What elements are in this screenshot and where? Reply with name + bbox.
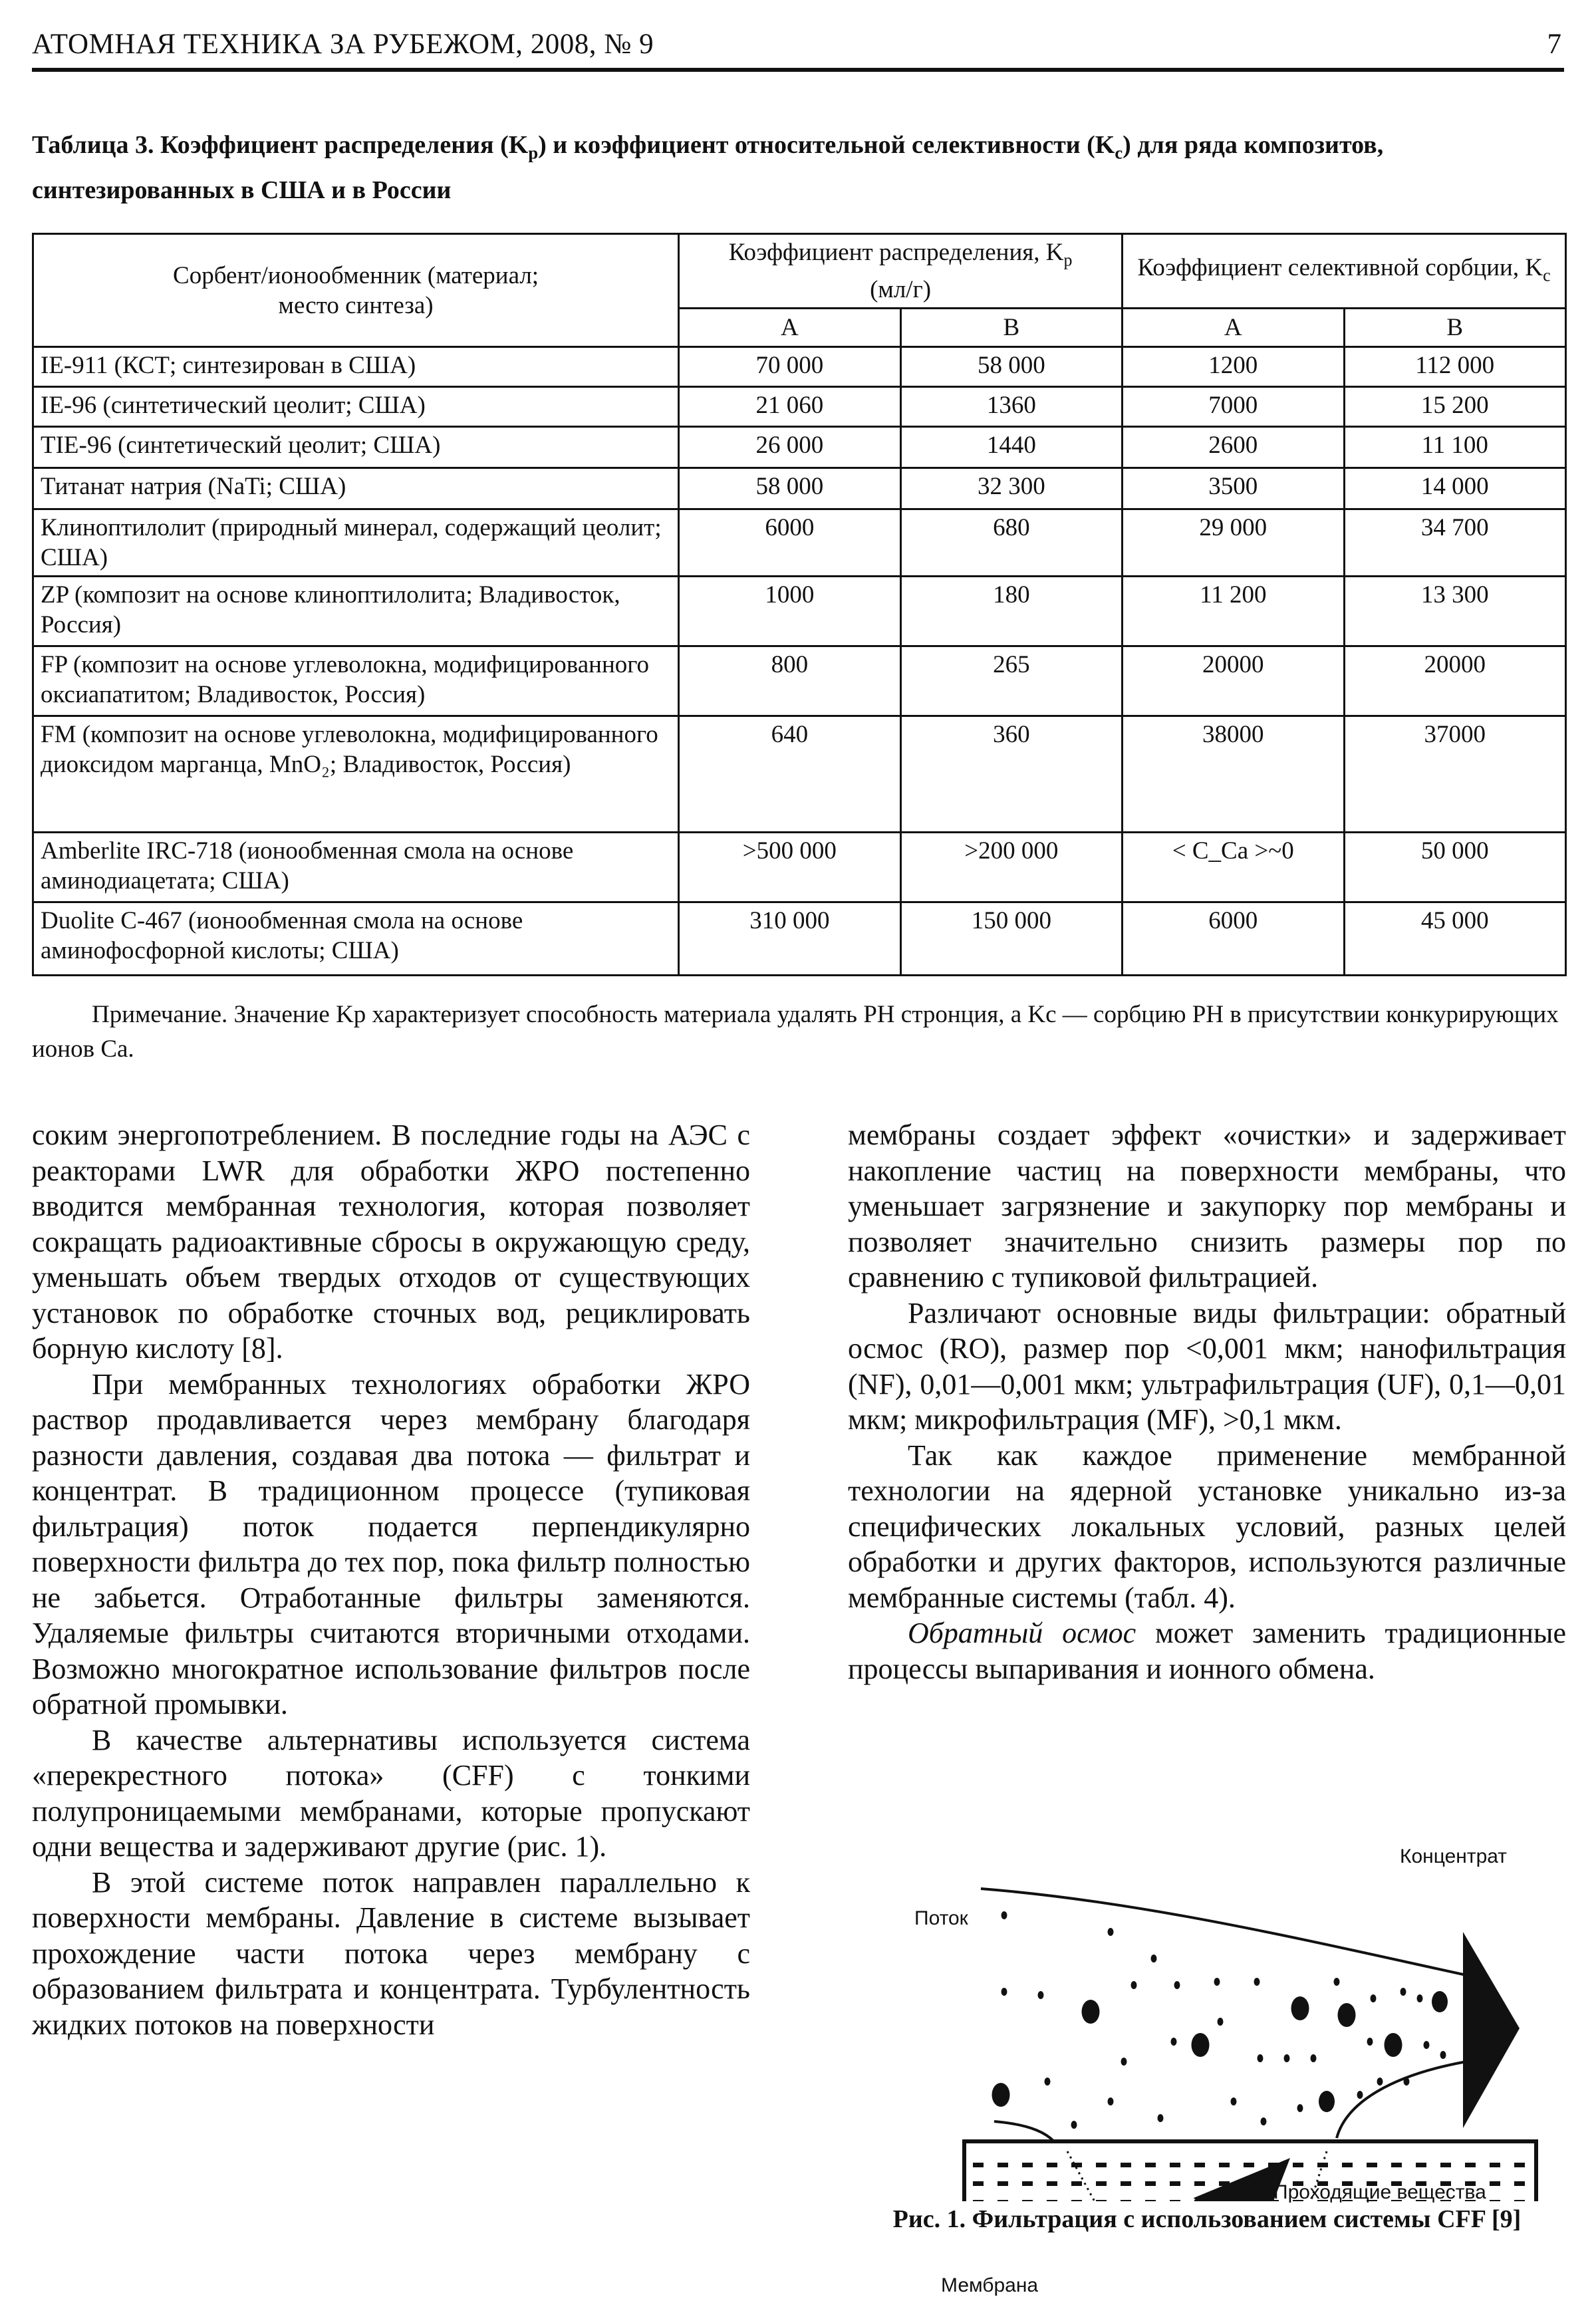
particle (1001, 1988, 1007, 1996)
cell-kp-b: 1360 (900, 387, 1122, 427)
cell-sorbent: TIE-96 (синтетический цеолит; США) (33, 427, 679, 468)
header-kc-sub: c (1543, 265, 1551, 285)
pore-mark (1170, 2163, 1180, 2167)
table-row (33, 468, 1566, 509)
pore-mark (1342, 2163, 1353, 2167)
pore-mark (1145, 2200, 1156, 2201)
cell-kp-a: 310 000 (679, 902, 900, 976)
left-column (32, 1117, 750, 2042)
cell-kp-b: 32 300 (900, 468, 1122, 509)
particle (1174, 1981, 1180, 1989)
label-permeate: Проходящие вещества (1273, 2181, 1486, 2203)
table-row (33, 577, 1566, 646)
particle (1377, 2078, 1383, 2086)
table-row (33, 387, 1566, 427)
flow-lower-line (994, 2062, 1466, 2141)
particle (1400, 1988, 1406, 1996)
particle (1192, 2033, 1210, 2057)
cell-kc-b: 14 000 (1344, 468, 1566, 509)
paragraph-text: может заменить традиционные процессы выпаривания и ионного обмена. (848, 1617, 1566, 1685)
cell-kc-b: 15 200 (1344, 387, 1566, 427)
particle (1214, 1978, 1220, 1986)
particle (1385, 2033, 1402, 2057)
cell-kp-b: 265 (900, 646, 1122, 716)
particle (1001, 1911, 1007, 1919)
header-kc-label: Коэффициент селективной сорбции, K (1137, 253, 1543, 281)
cell-sorbent: Клиноптилолит (природный минерал, содержащий цеолит; США) (33, 509, 679, 577)
cell-kp-a: 800 (679, 646, 900, 716)
cell-kp-a: 1000 (679, 577, 900, 646)
page-number: 7 (1547, 29, 1561, 60)
cell-kc-a: 38000 (1123, 716, 1344, 833)
running-head: АТОМНАЯ ТЕХНИКА ЗА РУБЕЖОМ, 2008, № 9 (32, 29, 654, 60)
particle (1108, 2097, 1114, 2105)
cell-kc-b: 13 300 (1344, 577, 1566, 646)
caption-text: Таблица 3. Коэффициент распределения (K (32, 131, 529, 159)
paragraph: В качестве альтернативы используется система «перекрестного потока» (CFF) с тонкими полупроницаемыми мембранами, которые пропускают одни вещества и задерживают другие (рис. 1). (32, 1723, 750, 1863)
cell-sorbent: Duolite C-467 (ионообменная смола на основе аминофосфорной кислоты; США) (33, 902, 679, 976)
pore-mark (998, 2163, 1008, 2167)
caption-text: ) и коэффициент относительной селективности (K (538, 131, 1115, 159)
flow-upper-line (981, 1889, 1466, 1975)
particle (1440, 2051, 1446, 2059)
particle (1424, 2041, 1430, 2049)
cell-sorbent: FM (композит на основе углеволокна, модифицированного диоксидом марганца, MnO₂; Владивосток, Россия) (33, 716, 679, 833)
particle (1258, 2054, 1264, 2062)
caption-text: ) для ряда композитов, синтезированных в США и в России (32, 131, 1384, 204)
cell-sorbent: IE-911 (КСТ; синтезирован в США) (33, 347, 679, 387)
particle (1254, 1978, 1260, 1986)
particle (1311, 2054, 1317, 2062)
cell-sorbent: Amberlite IRC-718 (ионообменная смола на основе аминодиацетата; США) (33, 833, 679, 902)
pore-mark (1145, 2181, 1156, 2186)
cell-kc-a: < C_Ca >~0 (1123, 833, 1344, 902)
label-concentrate: Концентрат (1400, 1845, 1508, 1867)
pore-mark (1416, 2163, 1426, 2167)
cell-kc-a: 6000 (1123, 902, 1344, 976)
cell-kc-b: 50 000 (1344, 833, 1566, 902)
pore-mark (1514, 2163, 1525, 2167)
pore-mark (1194, 2163, 1205, 2167)
cell-kp-a: 70 000 (679, 347, 900, 387)
paragraph (848, 1615, 1566, 1687)
caption-sub: c (1115, 142, 1123, 163)
cell-kp-a: 21 060 (679, 387, 900, 427)
pore-mark (1022, 2163, 1033, 2167)
cell-kp-a: 58 000 (679, 468, 900, 509)
pore-mark (1465, 2163, 1476, 2167)
header-sorbent: Сорбент/ионообменник (материал; место синтеза) (33, 234, 679, 347)
particle (1171, 2038, 1177, 2046)
pore-mark (1047, 2181, 1057, 2186)
table-row (33, 509, 1566, 577)
cell-kp-a: 6000 (679, 509, 900, 577)
pore-mark (1367, 2163, 1377, 2167)
pore-mark (1121, 2163, 1131, 2167)
label-flow: Поток (914, 1907, 968, 1929)
paragraph: мембраны создает эффект «очистки» и задерживает накопление частиц на поверхности мембраны, что уменьшает загрязнение и закупорку пор мембраны и позволяет значительно снизить размеры пор по сравнению с тупиковой фильтрацией. (848, 1119, 1566, 1293)
paragraph: Так как каждое применение мембранной технологии на ядерной установке уникально из-за специфических локальных условий, разных целей обработки и других факторов, используются различные мембранные системы (табл. 4). (848, 1438, 1566, 1614)
cell-sorbent: FP (композит на основе углеволокна, модифицированного оксиапатитом; Владивосток, Россия) (33, 646, 679, 716)
particle (1357, 2091, 1363, 2099)
header-kp-sub: p (1063, 250, 1073, 270)
cell-kc-a: 11 200 (1123, 577, 1344, 646)
data-table (32, 233, 1567, 976)
cell-kc-b: 45 000 (1344, 902, 1566, 976)
table-row (33, 833, 1566, 902)
particle (1158, 2114, 1164, 2122)
italic-term: Обратный осмос (908, 1617, 1136, 1649)
pore-mark (1096, 2163, 1107, 2167)
particle (1334, 1978, 1340, 1986)
header-kc (1123, 234, 1566, 309)
pore-mark (1514, 2181, 1525, 2186)
pore-mark (1047, 2200, 1057, 2201)
paragraph: В этой системе поток направлен параллельно к поверхности мембраны. Давление в системе вызывает прохождение части потока через мембрану с образованием фильтрата и концентрата. Турбулентность жидких потоков на поверхности (32, 1865, 750, 2041)
pore-mark (1071, 2200, 1082, 2201)
header-kp-units: (мл/г) (870, 276, 932, 304)
cell-kc-a: 2600 (1123, 427, 1344, 468)
cell-kc-b: 20000 (1344, 646, 1566, 716)
pore-mark (1293, 2163, 1303, 2167)
pore-mark (973, 2200, 984, 2201)
particle (1404, 2078, 1410, 2086)
table-note: Примечание. Значение Kp характеризует способность материала удалять РН стронция, а Kc — сорбцию РН в присутствии конкурирующих ионов Са. (32, 1001, 1559, 1063)
table-caption (32, 126, 1568, 209)
particle (1432, 1991, 1448, 2012)
particle (1231, 2097, 1237, 2105)
particle (1151, 1955, 1157, 1962)
pore-mark (973, 2181, 984, 2186)
paragraph: соким энергопотреблением. В последние годы на АЭС с реакторами LWR для обработки ЖРО постепенно вводится мембранная технология, которая позволяет сокращать радиоактивные сбросы в окружающую среду, уменьшать объем твердых отходов от существующих установок по обработке сточных вод, рециклировать борную кислоту [8]. (32, 1119, 750, 1365)
table-row (33, 646, 1566, 716)
table-row (33, 716, 1566, 833)
pore-mark (1071, 2181, 1082, 2186)
cell-kp-b: 58 000 (900, 347, 1122, 387)
pore-mark (1121, 2200, 1131, 2201)
cell-kp-a: 26 000 (679, 427, 900, 468)
pore-mark (1194, 2181, 1205, 2186)
particle (1417, 1994, 1423, 2002)
cell-kc-a: 29 000 (1123, 509, 1344, 577)
table-row (33, 902, 1566, 976)
particle (1121, 2058, 1127, 2066)
particle (1218, 2018, 1224, 2026)
particle (1319, 2091, 1335, 2112)
cell-kp-b: 360 (900, 716, 1122, 833)
pore-mark (1391, 2163, 1402, 2167)
pore-mark (1170, 2200, 1180, 2201)
cell-kp-b: 1440 (900, 427, 1122, 468)
particle (1261, 2117, 1267, 2125)
pore-mark (1490, 2181, 1500, 2186)
pore-mark (1219, 2163, 1230, 2167)
cell-kc-b: 34 700 (1344, 509, 1566, 577)
particle (992, 2083, 1010, 2107)
pore-mark (1170, 2181, 1180, 2186)
pore-mark (973, 2163, 984, 2167)
particle (1297, 2104, 1303, 2112)
particle (1071, 2121, 1077, 2129)
particle (1108, 1928, 1114, 1936)
particle (1038, 1991, 1044, 1999)
table-row (33, 427, 1566, 468)
header-kp-b: B (900, 309, 1122, 347)
particle (1371, 1994, 1377, 2002)
particle (1045, 2078, 1051, 2086)
label-membrane: Мембрана (941, 2274, 1039, 2296)
cell-kp-b: >200 000 (900, 833, 1122, 902)
particle (1082, 2000, 1100, 2024)
pore-mark (1490, 2163, 1500, 2167)
cell-kc-b: 112 000 (1344, 347, 1566, 387)
pore-mark (998, 2181, 1008, 2186)
right-column (848, 1117, 1566, 1687)
cell-sorbent: IE-96 (синтетический цеолит; США) (33, 387, 679, 427)
caption-sub: p (528, 142, 539, 163)
pore-mark (1096, 2200, 1107, 2201)
particle (1291, 1996, 1309, 2020)
pore-mark (998, 2200, 1008, 2201)
cell-kc-b: 37000 (1344, 716, 1566, 833)
cell-sorbent: ZP (композит на основе клиноптилолита; Владивосток, Россия) (33, 577, 679, 646)
cell-kp-a: >500 000 (679, 833, 900, 902)
cell-kc-a: 7000 (1123, 387, 1344, 427)
particle (1367, 2038, 1373, 2046)
cell-kc-a: 3500 (1123, 468, 1344, 509)
pore-mark (1047, 2163, 1057, 2167)
pore-mark (1490, 2200, 1500, 2201)
cell-kp-b: 180 (900, 577, 1122, 646)
header-rule (32, 68, 1564, 72)
header-kp (679, 234, 1123, 309)
header-kc-a: A (1123, 309, 1344, 347)
pore-mark (1244, 2163, 1254, 2167)
header-kc-b: B (1344, 309, 1566, 347)
pore-mark (1440, 2163, 1451, 2167)
paragraph: При мембранных технологиях обработки ЖРО раствор продавливается через мембрану благодаря разности давления, создавая два потока — фильтрат и концентрат. В традиционном процессе (тупиковая фильтрация) поток подается перпендикулярно поверхности фильтра до тех пор, пока фильтр полностью не забьется. Отработанные фильтры заменяются. Удаляемые фильтры считаются вторичными отходами. Возможно многократное использование фильтров после обратной промывки. (32, 1367, 750, 1720)
table-row (33, 347, 1566, 387)
particle (1338, 2003, 1356, 2027)
pore-mark (1096, 2181, 1107, 2186)
particle (1131, 1981, 1137, 1989)
paragraph: Различают основные виды фильтрации: обратный осмос (RO), размер пор <0,001 мкм; нанофильтрация (NF), 0,01—0,001 мкм; ультрафильтрация (UF), 0,1—0,01 мкм; микрофильтрация (MF), >0,1 мкм. (848, 1296, 1566, 1436)
pore-mark (1514, 2200, 1525, 2201)
particle (1284, 2054, 1290, 2062)
cell-kp-b: 150 000 (900, 902, 1122, 976)
pore-mark (1022, 2200, 1033, 2201)
header-kp-label: Коэффициент распределения, K (728, 239, 1064, 266)
cell-kc-a: 20000 (1123, 646, 1344, 716)
cell-kp-a: 640 (679, 716, 900, 833)
cell-sorbent: Титанат натрия (NaTi; США) (33, 468, 679, 509)
cell-kp-b: 680 (900, 509, 1122, 577)
cell-kc-a: 1200 (1123, 347, 1344, 387)
pore-mark (1022, 2181, 1033, 2186)
concentrate-arrow-icon (1463, 1932, 1520, 2128)
pore-mark (1145, 2163, 1156, 2167)
figure-caption: Рис. 1. Фильтрация с использованием системы CFF [9] (892, 2205, 1522, 2233)
header-kp-a: A (679, 309, 900, 347)
pore-mark (1121, 2181, 1131, 2186)
cell-kc-b: 11 100 (1344, 427, 1566, 468)
